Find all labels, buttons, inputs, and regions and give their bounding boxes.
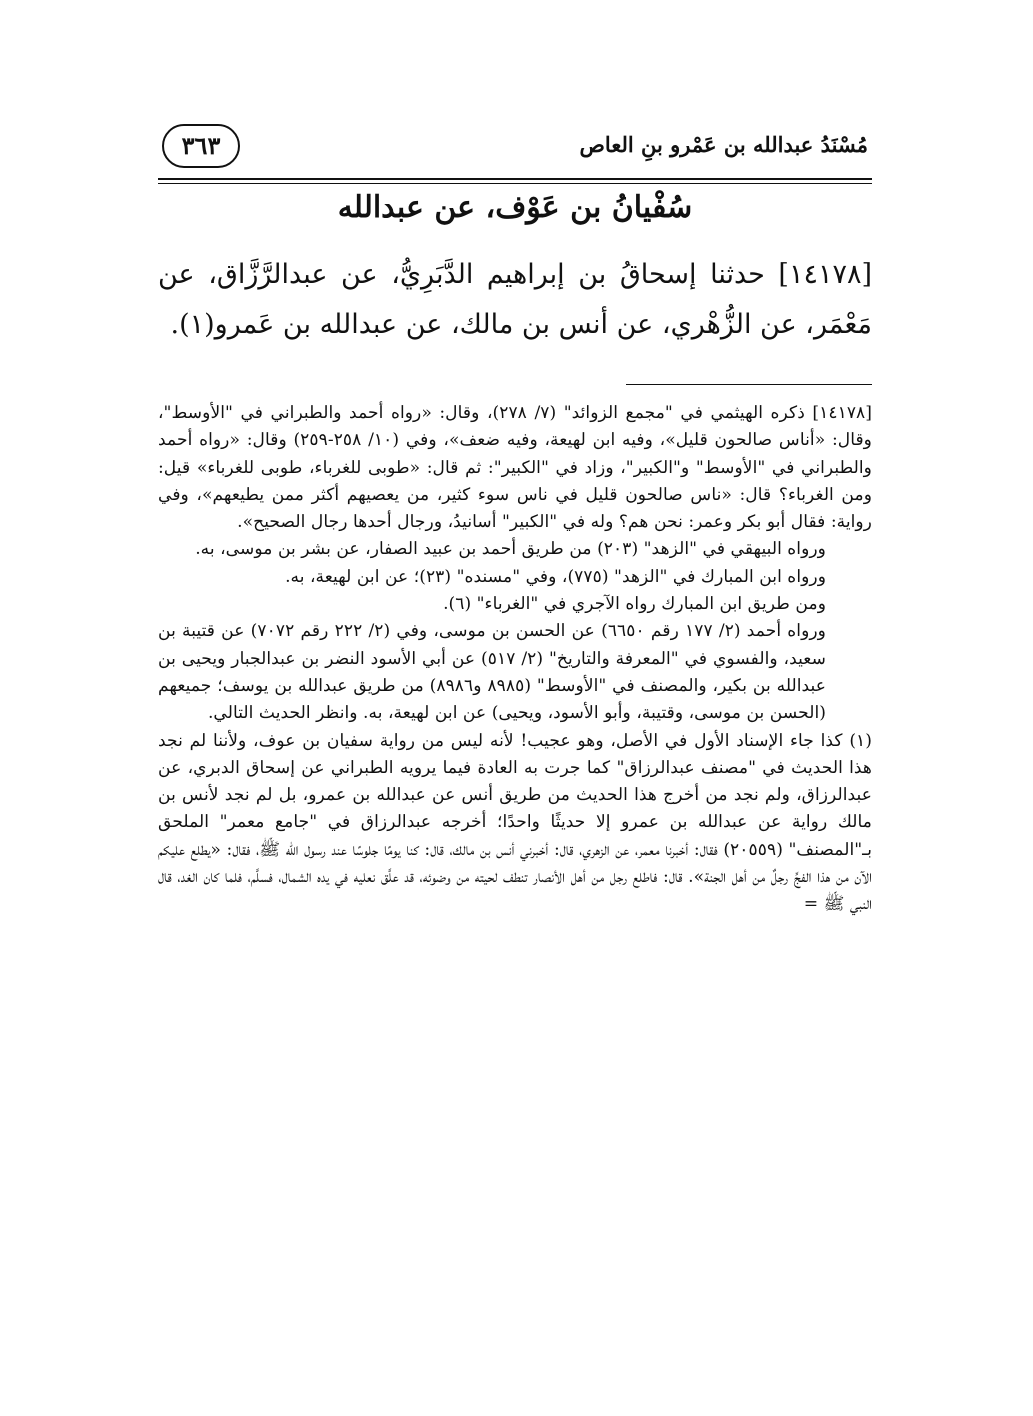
section-title: سُفْيانُ بن عَوْف، عن عبدالله	[337, 190, 693, 225]
page-number-badge: ٣٦٣	[162, 124, 240, 168]
footnote-paragraph: ورواه البيهقي في "الزهد" (٢٠٣) من طريق أحمد بن عبيد الصفار، عن بشر بن موسى، به.	[195, 539, 826, 560]
footnote-paragraph: ورواه ابن المبارك في "الزهد" (٧٧٥)، وفي "مسنده" (٢٣)؛ عن ابن لهيعة، به.	[285, 566, 826, 587]
footnote-divider	[626, 384, 872, 385]
footnotes	[158, 400, 872, 919]
footnote-paragraph: [١٤١٧٨] ذكره الهيثمي في "مجمع الزوائد" (٧/ ٢٧٨)، وقال: «رواه أحمد والطبراني في "الأوسط"، وقال: «أناس صالحون قليل»، وفيه ابن لهيعة، وفيه ضعف»، وفي (١٠/ ٢٥٨-٢٥٩) وقال: «رواه أحمد والطبراني في "الأوسط" و"الكبير"، وزاد في "الكبير": ثم قال: «طوبى للغرباء، طوبى للغرباء» قيل: ومن الغرباء؟ قال: «ناس صالحون قليل في ناس سوء كثير، من يعصيهم أكثر ممن يطيعهم»، وفي رواية: فقال أبو بكر وعمر: نحن هم؟ وله في "الكبير" أسانيدُ، ورجال أحدها رجال الصحيح».	[158, 403, 873, 533]
hadith-text-block	[158, 250, 872, 350]
header-divider	[158, 178, 872, 180]
header-divider-thin	[158, 183, 872, 184]
footnote-paragraph: (١) كذا جاء الإسناد الأول في الأصل، وهو عجيب! لأنه ليس من رواية سفيان بن عوف، ولأننا لم نجد هذا الحديث في "مصنف عبدالرزاق" كما جرت به العادة فيما يرويه الطبراني عن إسحاق الدبري، عن عبدالرزاق، ولم نجد من أخرج هذا الحديث من طريق أنس عن عبدالله بن عمرو، بل لم نجد لأنس بن مالك رواية عن عبدالله بن عمرو إلا حديثًا واحدًا؛ أخرجه عبدالرزاق في "جامع معمر" الملحق بـ"المصنف" (٢٠٥٥٩) فقال: أخبرنا معمر، عن الزهري، قال: أخبرني أنس بن مالك، قال: كنا يومًا جلوسًا عند رسول الله ﷺ، فقال: «يطلع عليكم الآن من هذا الفجِّ رجلٌ من أهل الجنة». قال: فاطلع رجل من أهل الأنصار تنطف لحيته من وضوئه، قد علَّق نعليه في يده الشمال، فسلَّم، فلما كان الغد، قال النبي ﷺ =	[158, 730, 872, 915]
page-header	[158, 110, 872, 180]
hadith-text: [١٤١٧٨] حدثنا إسحاقُ بن إبراهيم الدَّبَرِيُّ، عن عبدالرَّزَّاق، عن مَعْمَر، عن الزُّهْري، عن أنس بن مالك، عن عبدالله بن عَمرو(١).	[158, 259, 872, 340]
footnote-paragraph: ورواه أحمد (٢/ ١٧٧ رقم ٦٦٥٠) عن الحسن بن موسى، وفي (٢/ ٢٢٢ رقم ٧٠٧٢) عن قتيبة بن سعيد، والفسوي في "المعرفة والتاريخ" (٢/ ٥١٧) عن أبي الأسود النضر بن عبدالجبار ويحيى بن عبدالله بن بكير، والمصنف في "الأوسط" (٨٩٨٥ و٨٩٨٦) من طريق عبدالله بن يوسف؛ جميعهم (الحسن بن موسى، وقتيبة، وأبو الأسود، ويحيى) عن ابن لهيعة، به. وانظر الحديث التالي.	[158, 621, 826, 724]
footnote-paragraph: ومن طريق ابن المبارك رواه الآجري في "الغرباء" (٦).	[443, 594, 826, 615]
running-title: مُسْنَدُ عبدالله بن عَمْرو بنِ العاص	[579, 132, 868, 157]
